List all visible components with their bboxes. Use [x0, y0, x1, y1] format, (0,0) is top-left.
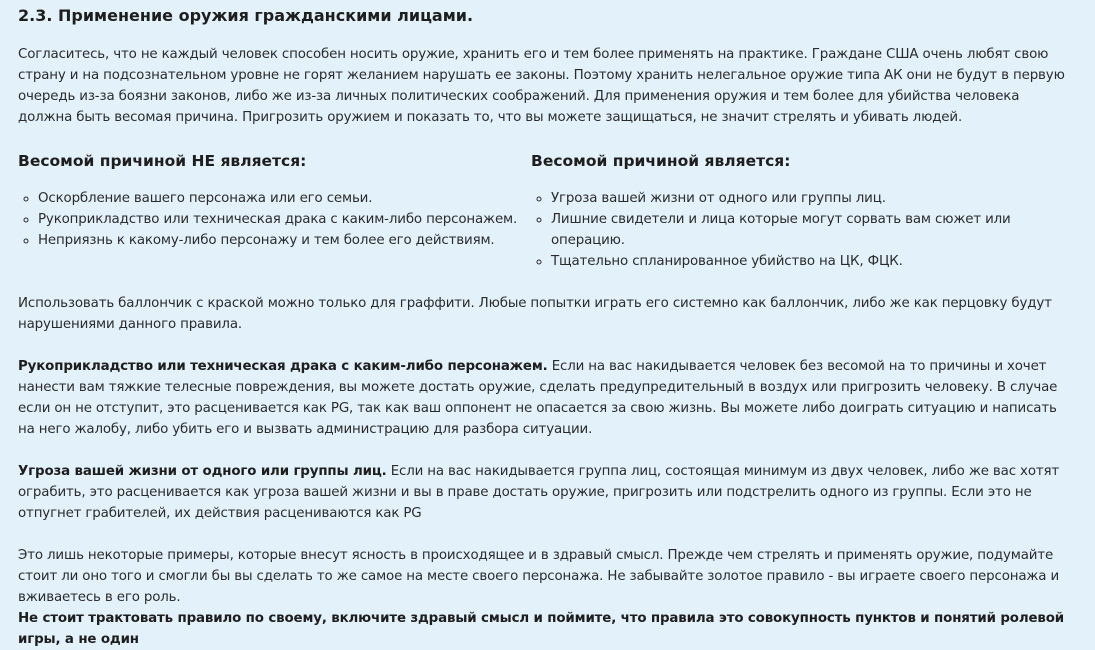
not-reason-list — [18, 188, 531, 251]
fight-text: Если на вас накидывается человек без весомой на то причины и хочет нанести вам тяжкие телесные повреждения, вы можете достать оружие, сделать предупредительный в воздух или пригрозить человеку. В случае если он не отступит, это расценивается как PG, так как ваш оппонент не опасается за свою жизнь. Вы можете либо доиграть ситуацию и написать на него жалобу, либо убить его и вызвать администрацию для разбора ситуации. — [18, 359, 1058, 437]
threat-text: Если на вас накидывается группа лиц, состоящая минимум из двух человек, либо же вас хотят ограбить, это расценивается как угроза вашей жизни и вы в праве достать оружие, пригрозить или подстрелить одного из группы. Если это не отпугнет грабителей, их действия расцениваются как PG — [18, 464, 1060, 521]
list-item: ◦ Лишние свидетели и лица которые могут сорвать вам сюжет или операцию. — [551, 209, 1071, 251]
examples-paragraph: Это лишь некоторые примеры, которые внесут ясность в происходящее и в здравый смысл. Прежде чем стрелять и применять оружие, подумайте стоит ли оно того и смогли бы вы сделать то же самое на месте своего персонажа. Не забывайте золотое правило - вы играете своего персонажа и вживаетесь в его роль. — [18, 548, 1060, 605]
reason-heading: Весомой причиной является: — [531, 152, 791, 170]
fight-paragraph — [18, 356, 1077, 440]
section-title: 2.3. Применение оружия гражданскими лицами. — [18, 6, 474, 25]
list-item: ◦ Тщательно спланированное убийство на ЦК, ФЦК. — [551, 251, 1071, 272]
final-bold: Не стоит трактовать правило по своему, включите здравый смысл и поймите, что правила это совокупность пунктов и понятий ролевой игры, а не один — [18, 611, 1065, 647]
reasons-columns — [18, 149, 1077, 293]
reason-list — [531, 188, 1071, 272]
list-item: ◦ Рукоприкладство или техническая драка с каким-либо персонажем. — [38, 209, 531, 230]
fight-bold: Рукоприкладство или техническая драка с каким-либо персонажем. — [18, 359, 548, 374]
intro-paragraph: Согласитесь, что не каждый человек способен носить оружие, хранить его и тем более применять на практике. Граждане США очень любят свою страну и на подсознательном уровне не горят желанием нарушать ее законы. Поэтому хранить нелегальное оружие типа АК они не будут в первую очередь из-за боязни законов, либо же из-за личных политических соображений. Для применения оружия и тем более для убийства человека должна быть весомая причина. Пригрозить оружием и показать то, что вы можете защищаться, не значит стрелять и убивать людей. — [18, 47, 1065, 125]
threat-paragraph — [18, 461, 1077, 524]
list-item: ◦ Угроза вашей жизни от одного или группы лиц. — [551, 188, 1071, 209]
spray-paragraph: Использовать баллончик с краской можно только для граффити. Любые попытки играть его системно как баллончик, либо же как перцовку будут нарушениями данного правила. — [18, 296, 1052, 332]
reason-column — [531, 149, 1071, 293]
not-reason-column — [18, 149, 531, 293]
not-reason-heading: Весомой причиной НЕ является: — [18, 152, 307, 170]
threat-bold: Угроза вашей жизни от одного или группы лиц. — [18, 464, 387, 479]
list-item: ◦ Неприязнь к какому-либо персонажу и тем более его действиям. — [38, 230, 531, 251]
final-paragraph — [18, 608, 1077, 650]
list-item: ◦ Оскорбление вашего персонажа или его семьи. — [38, 188, 531, 209]
